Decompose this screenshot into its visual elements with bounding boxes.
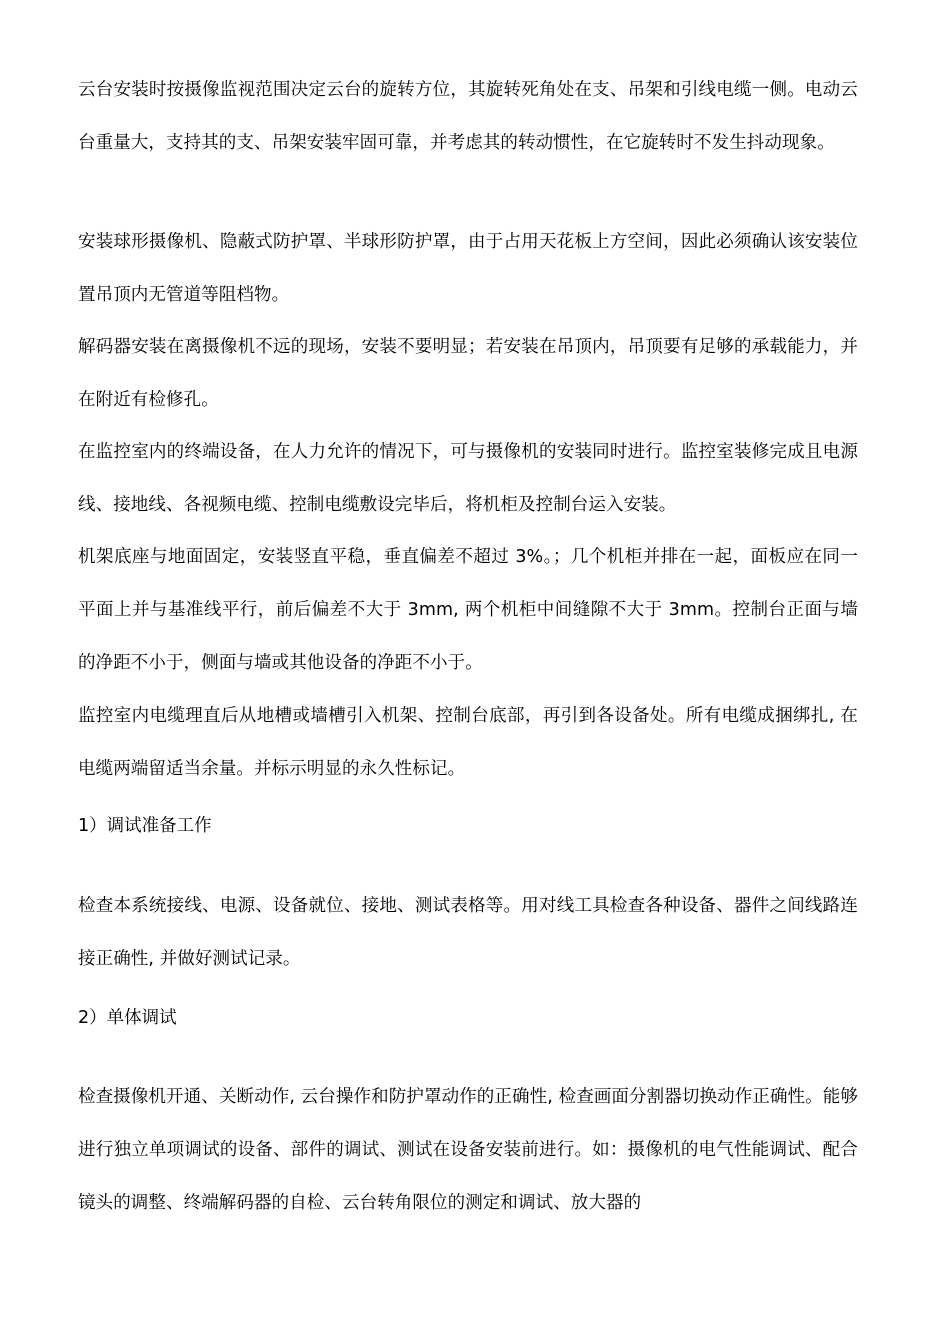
paragraph-decoder-installation: 解码器安装在离摄像机不远的现场，安装不要明显；若安装在吊顶内，吊顶要有足够的承载能力，并在附近有检修孔。 bbox=[78, 337, 858, 410]
heading-unit-debugging: 2）单体调试 bbox=[78, 1008, 177, 1028]
paragraph-pan-tilt-installation: 云台安装时按摄像监视范围决定云台的旋转方位，其旋转死角处在支、吊架和引线电缆一侧。电动云台重量大，支持其的支、吊架安装牢固可靠，并考虑其的转动惯性，在它旋转时不发生抖动现象。 bbox=[78, 80, 858, 153]
paragraph-unit-debugging: 检查摄像机开通、关断动作, 云台操作和防护罩动作的正确性, 检查画面分割器切换动作正确性。能够进行独立单项调试的设备、部件的调试、测试在设备安装前进行。如：摄像机的电气性能调试、配合镜头的调整、终端解码器的自检、云台转角限位的测定和调试、放大器的 bbox=[78, 1087, 858, 1213]
paragraph-debug-preparation: 检查本系统接线、电源、设备就位、接地、测试表格等。用对线工具检查各种设备、器件之间线路连接正确性, 并做好测试记录。 bbox=[78, 896, 858, 969]
paragraph-rack-installation: 机架底座与地面固定，安装竖直平稳，垂直偏差不超过 3%。；几个机柜并排在一起，面板应在同一平面上并与基准线平行，前后偏差不大于 3mm, 两个机柜中间缝隙不大于 3mm。控制台正面与墙的净距不小于，侧面与墙或其他设备的净距不小于。 bbox=[78, 547, 858, 673]
paragraph-dome-camera-installation: 安装球形摄像机、隐蔽式防护罩、半球形防护罩，由于占用天花板上方空间，因此必须确认该安装位置吊顶内无管道等阻档物。 bbox=[78, 232, 858, 305]
heading-debug-preparation: 1）调试准备工作 bbox=[78, 816, 212, 836]
paragraph-cable-routing: 监控室内电缆理直后从地槽或墙槽引入机架、控制台底部，再引到各设备处。所有电缆成捆绑扎, 在电缆两端留适当余量。并标示明显的永久性标记。 bbox=[78, 706, 858, 779]
paragraph-control-room-equipment: 在监控室内的终端设备，在人力允许的情况下，可与摄像机的安装同时进行。监控室装修完成且电源线、接地线、各视频电缆、控制电缆敷设完毕后，将机柜及控制台运入安装。 bbox=[78, 442, 858, 515]
